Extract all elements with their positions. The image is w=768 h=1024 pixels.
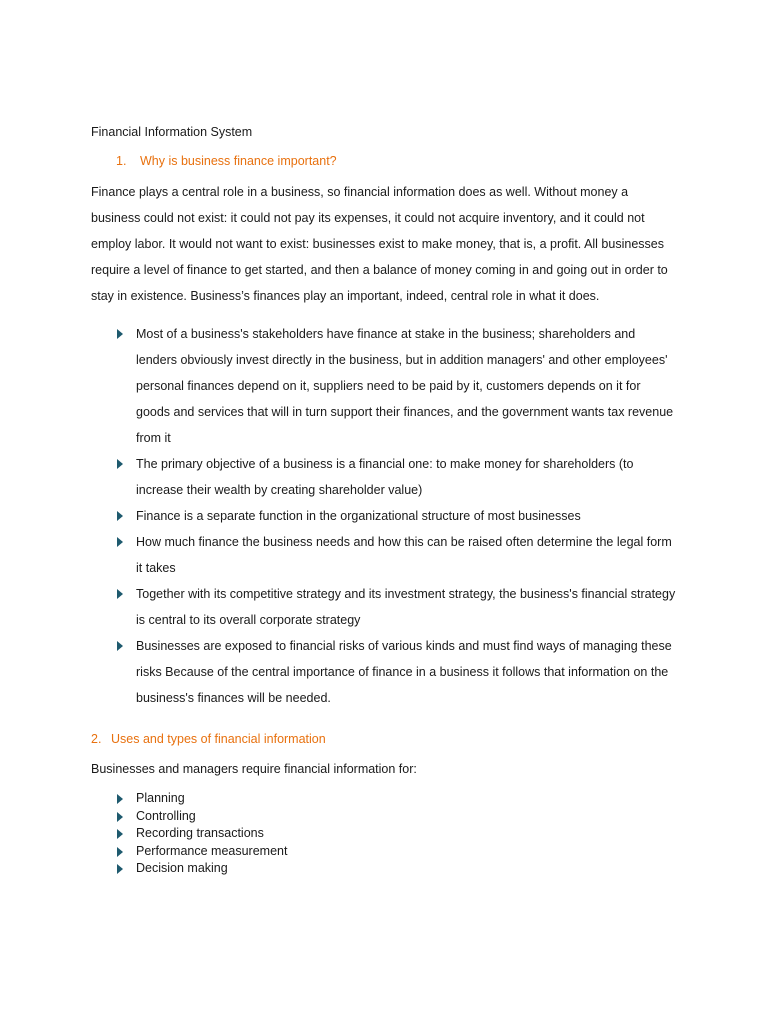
list-item (116, 860, 676, 878)
list-item-text: Performance measurement (136, 843, 288, 858)
section-1-paragraph: Finance plays a central role in a business, so financial information does as well. Without money a business could not exist: it could not pay its expenses, it could not acquire inventory, and it could not employ labor. It would not want to exist: businesses exist to make money, that is, a profit. All businesses require a level of finance to get started, and then a balance of money coming in and going out in order to stay in existence. Business’s finances play an important, indeed, central role in what it does. (91, 185, 668, 303)
bullet-icon (117, 829, 123, 839)
list-item-text: Planning (136, 791, 185, 805)
list-item-text: How much finance the business needs and how this can be raised often determine the legal form it takes (136, 535, 672, 575)
section-1-heading-text: Why is business finance important? (140, 154, 337, 168)
document-title: Financial Information System (91, 125, 253, 139)
list-item (116, 503, 676, 529)
bullet-icon (117, 812, 123, 822)
list-item (116, 825, 676, 843)
bullet-icon (117, 511, 123, 521)
list-item-text: Most of a business's stakeholders have finance at stake in the business; shareholders and lenders obviously invest directly in the business, but in addition managers' and other employees' personal finances depend on it, suppliers need to be paid by it, customers depends on it for goods and services that will in turn support their finances, and the government wants tax revenue from it (136, 327, 674, 445)
list-item (116, 451, 676, 503)
list-item-text: Decision making (136, 861, 228, 875)
bullet-icon (117, 589, 123, 599)
section-1-heading (116, 152, 337, 170)
list-item-text: Together with its competitive strategy and its investment strategy, the business's financial strategy is central to its overall corporate strategy (136, 587, 676, 627)
bullet-icon (117, 459, 123, 469)
list-item (116, 843, 676, 861)
section-2-number: 2. (91, 732, 102, 746)
section-2-paragraph: Businesses and managers require financial information for: (91, 762, 417, 776)
list-item (116, 808, 676, 826)
list-item (116, 529, 676, 581)
bullet-icon (117, 329, 123, 339)
list-item (116, 633, 676, 711)
section-2-heading-text: Uses and types of financial information (111, 732, 326, 746)
bullet-icon (117, 864, 123, 874)
bullet-icon (117, 847, 123, 857)
list-item-text: Businesses are exposed to financial risks of various kinds and must find ways of managing these risks Because of the central importance of finance in a business it follows that information on the business's finances will be needed. (136, 639, 672, 705)
bullet-icon (117, 537, 123, 547)
list-item-text: Controlling (136, 808, 196, 823)
list-item (116, 321, 676, 451)
list-item-text: Recording transactions (136, 826, 264, 840)
section-2-bullet-list (116, 790, 676, 878)
bullet-icon (117, 641, 123, 651)
section-1-number: 1. (116, 154, 127, 168)
list-item (116, 581, 676, 633)
list-item (116, 790, 676, 808)
list-item-text: The primary objective of a business is a financial one: to make money for shareholders (to increase their wealth by creating shareholder value) (136, 457, 634, 497)
bullet-icon (117, 794, 123, 804)
section-1-bullet-list (116, 321, 676, 711)
section-2-heading (91, 730, 326, 748)
list-item-text: Finance is a separate function in the organizational structure of most businesses (136, 509, 581, 523)
